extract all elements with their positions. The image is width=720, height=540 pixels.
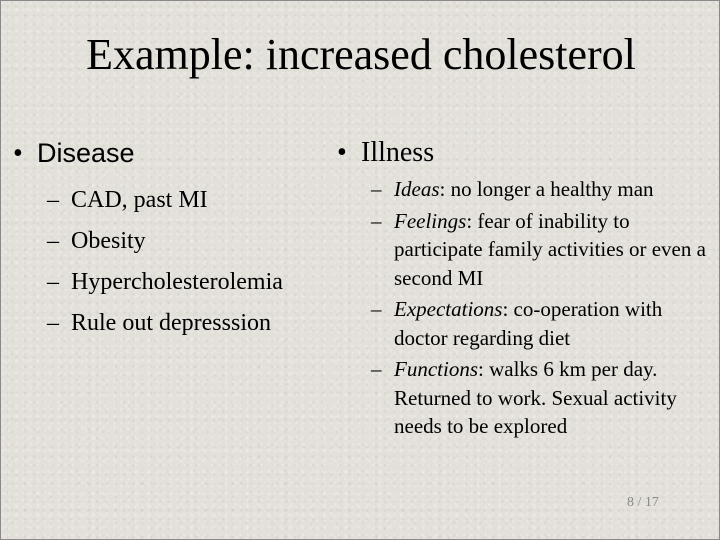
disease-list bbox=[47, 180, 333, 344]
dash-icon: – bbox=[371, 297, 382, 321]
dash-icon: – bbox=[371, 208, 382, 233]
expectations-term: Expectations bbox=[394, 297, 503, 321]
dash-icon: – bbox=[371, 177, 382, 201]
list-item-text: Obesity bbox=[71, 228, 146, 254]
page-separator: / bbox=[637, 495, 642, 510]
ideas-text: : no longer a healthy man bbox=[439, 177, 654, 201]
feelings-term: Feelings bbox=[394, 208, 467, 233]
dash-icon: – bbox=[47, 228, 59, 254]
list-item bbox=[47, 180, 333, 221]
disease-column bbox=[13, 135, 333, 344]
page-current: 8 bbox=[627, 495, 634, 510]
disease-bullet bbox=[13, 135, 333, 172]
disease-heading: Disease bbox=[37, 138, 135, 168]
list-item-content bbox=[394, 207, 709, 293]
list-item bbox=[47, 221, 333, 262]
list-item-content bbox=[394, 355, 709, 441]
list-item-content bbox=[394, 295, 709, 352]
list-item bbox=[47, 262, 333, 303]
page-total: 17 bbox=[644, 495, 659, 510]
list-item-text: Hypercholesterolemia bbox=[71, 269, 283, 295]
ideas-term: Ideas bbox=[394, 177, 440, 201]
bullet-icon: • bbox=[13, 138, 23, 169]
list-item bbox=[371, 295, 709, 352]
list-item bbox=[371, 355, 709, 441]
list-item bbox=[371, 207, 709, 293]
list-item-content bbox=[394, 175, 654, 204]
expectations-text: : co-operation with doctor regarding diet bbox=[394, 297, 663, 350]
list-item bbox=[47, 303, 333, 344]
dash-icon: – bbox=[371, 357, 382, 381]
illness-heading: Illness bbox=[361, 137, 435, 168]
list-item-text: CAD, past MI bbox=[71, 187, 208, 213]
page-number bbox=[627, 495, 659, 511]
feelings-text: : fear of inability to participate family activities or even a second MI bbox=[394, 208, 706, 290]
illness-column bbox=[337, 135, 709, 444]
list-item bbox=[371, 175, 709, 204]
slide-title: Example: increased cholesterol bbox=[86, 30, 636, 79]
functions-term: Functions bbox=[394, 357, 478, 381]
illness-list bbox=[371, 175, 709, 441]
functions-text: : walks 6 km per day. Returned to work. Sexual activity needs to be explored bbox=[394, 357, 677, 438]
dash-icon: – bbox=[47, 310, 59, 336]
dash-icon: – bbox=[47, 187, 59, 213]
list-item-text: Rule out depresssion bbox=[71, 310, 271, 336]
dash-icon: – bbox=[47, 269, 59, 295]
illness-bullet bbox=[337, 135, 709, 171]
bullet-icon: • bbox=[337, 137, 347, 168]
